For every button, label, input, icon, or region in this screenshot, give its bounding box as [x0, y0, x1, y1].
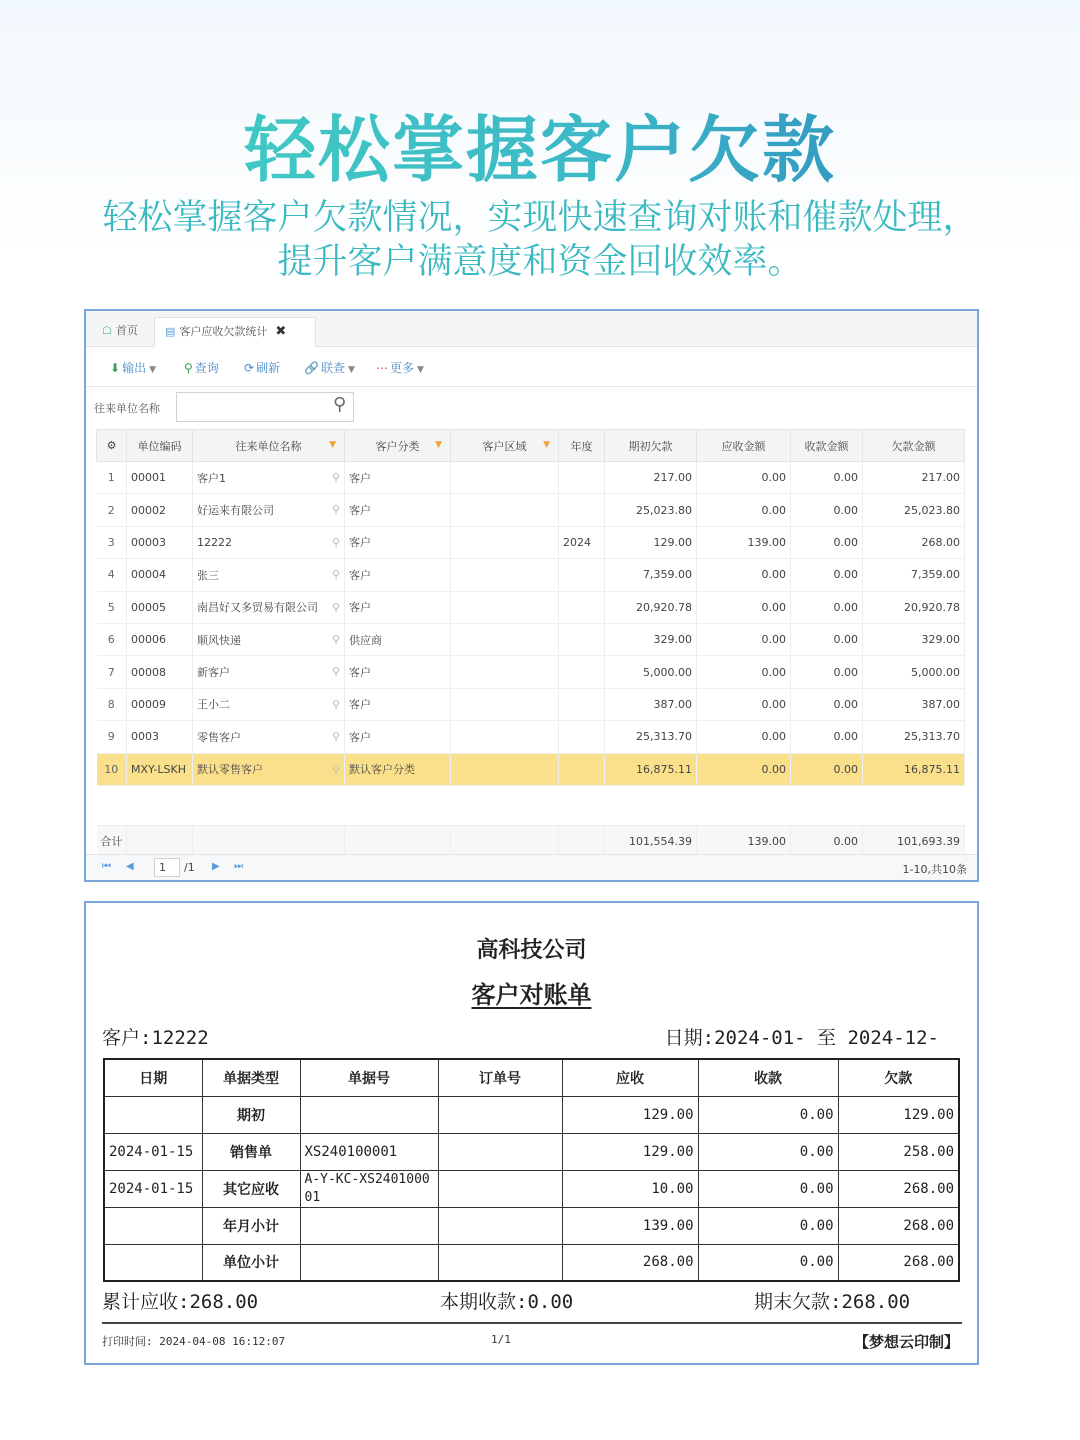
summary-empty: [345, 825, 451, 857]
lookup-icon[interactable]: ⚲: [331, 665, 340, 679]
st-cell-owed: 268.00: [838, 1244, 959, 1281]
summary-label: 合计: [97, 825, 127, 857]
hero-title: 轻松掌握客户欠款: [0, 92, 1080, 196]
st-cell-doc: [300, 1096, 438, 1133]
summary-received: 0.00: [791, 825, 863, 857]
cell-year: [559, 623, 605, 655]
col-opening[interactable]: 期初欠款: [605, 430, 697, 462]
table-icon: ▤: [165, 325, 176, 338]
lookup-icon[interactable]: ⚲: [331, 632, 340, 646]
cell-region: [451, 688, 559, 720]
close-icon[interactable]: ✖: [275, 324, 287, 339]
print-time: 打印时间: 2024-04-08 16:12:07: [102, 1335, 286, 1348]
cell-name[interactable]: [193, 494, 345, 526]
summary-opening: 101,554.39: [605, 825, 697, 857]
cell-name[interactable]: [193, 656, 345, 688]
st-cell-order: [438, 1133, 562, 1170]
cell-opening: 387.00: [605, 688, 697, 720]
cell-received: 0.00: [791, 591, 863, 623]
cell-code: 00008: [127, 656, 193, 688]
cell-region: [451, 721, 559, 753]
col-owed[interactable]: 欠款金额: [863, 430, 965, 462]
st-cell-received: 0.00: [698, 1133, 838, 1170]
st-col-doc: 单据号: [300, 1059, 438, 1096]
cell-code: 0003: [127, 721, 193, 753]
st-cell-type: 期初: [202, 1096, 300, 1133]
cell-code: 00005: [127, 591, 193, 623]
cumulative-receivable: 累计应收:268.00: [102, 1291, 259, 1313]
cell-year: 2024: [559, 526, 605, 558]
cell-owed: 20,920.78: [863, 591, 965, 623]
st-cell-doc: XS240100001: [300, 1133, 438, 1170]
st-cell-receivable: 10.00: [562, 1170, 698, 1207]
cell-owed: 387.00: [863, 688, 965, 720]
st-cell-receivable: 129.00: [562, 1133, 698, 1170]
lookup-icon[interactable]: ⚲: [331, 762, 340, 776]
table-row[interactable]: [97, 656, 965, 688]
st-cell-date: 2024-01-15: [104, 1133, 202, 1170]
st-cell-date: [104, 1096, 202, 1133]
prev-page-icon[interactable]: ◀: [126, 861, 134, 872]
cell-receivable: 0.00: [697, 591, 791, 623]
cell-receivable: 0.00: [697, 623, 791, 655]
statement-header: [104, 1059, 959, 1096]
company-name: 高科技公司: [476, 937, 587, 963]
cell-idx: 9: [97, 721, 127, 753]
cell-name[interactable]: [193, 753, 345, 785]
st-cell-order: [438, 1207, 562, 1244]
table-row[interactable]: [97, 462, 965, 494]
statement-table: [103, 1058, 960, 1282]
lookup-icon[interactable]: ⚲: [331, 535, 340, 549]
col-name[interactable]: 往来单位名称 ▼: [193, 430, 345, 462]
cell-receivable: 0.00: [697, 688, 791, 720]
cell-idx: 4: [97, 559, 127, 591]
hero-subtitle-line2: 提升客户满意度和资金回收效率。: [277, 242, 803, 282]
chevron-down-icon: ▼: [347, 365, 355, 375]
cell-cat: 客户: [345, 721, 451, 753]
statement-document: [84, 901, 979, 1365]
download-icon: ⬇: [110, 361, 121, 375]
cell-name[interactable]: [193, 462, 345, 494]
export-label: 输出: [122, 361, 147, 375]
st-col-date: 日期: [104, 1059, 202, 1096]
cell-cat: 供应商: [345, 623, 451, 655]
customer-name: 顺风快递: [197, 633, 241, 647]
st-cell-doc: [300, 1244, 438, 1281]
more-label: 更多: [390, 361, 415, 375]
page-total: /1: [184, 861, 195, 874]
cell-year: [559, 494, 605, 526]
st-cell-received: 0.00: [698, 1244, 838, 1281]
cell-owed: 217.00: [863, 462, 965, 494]
lookup-icon[interactable]: ⚲: [331, 600, 340, 614]
customer-name: 零售客户: [197, 730, 241, 744]
st-col-type: 单据类型: [202, 1059, 300, 1096]
cell-opening: 7,359.00: [605, 559, 697, 591]
period-received: 本期收款:0.00: [440, 1291, 574, 1313]
link-icon: 🔗: [304, 361, 319, 375]
filter-icon[interactable]: ▼: [329, 440, 336, 450]
cell-received: 0.00: [791, 623, 863, 655]
cell-received: 0.00: [791, 721, 863, 753]
cell-code: 00003: [127, 526, 193, 558]
cell-received: 0.00: [791, 656, 863, 688]
col-receivable[interactable]: 应收金额: [697, 430, 791, 462]
cell-opening: 217.00: [605, 462, 697, 494]
query-label: 查询: [194, 361, 219, 375]
st-col-order: 订单号: [438, 1059, 562, 1096]
customer-name: 王小二: [197, 698, 230, 712]
lookup-icon[interactable]: ⚲: [331, 471, 340, 484]
st-cell-received: 0.00: [698, 1170, 838, 1207]
brand-stamp: 【梦想云印制】: [853, 1333, 959, 1351]
st-cell-order: [438, 1170, 562, 1207]
cell-owed: 5,000.00: [863, 656, 965, 688]
cell-code: 00001: [127, 462, 193, 494]
next-page-icon[interactable]: ▶: [212, 861, 220, 872]
st-cell-type: 单位小计: [202, 1244, 300, 1281]
refresh-icon: ⟳: [244, 361, 255, 375]
st-cell-type: 其它应收: [202, 1170, 300, 1207]
cell-cat: 客户: [345, 494, 451, 526]
st-cell-date: [104, 1244, 202, 1281]
cell-owed: 16,875.11: [863, 753, 965, 785]
tab-home[interactable]: [92, 317, 148, 347]
cell-region: [451, 623, 559, 655]
divider: [102, 1322, 962, 1324]
cell-year: [559, 753, 605, 785]
ending-owed: 期末欠款:268.00: [754, 1291, 911, 1313]
cell-owed: 25,313.70: [863, 721, 965, 753]
customer-name: 默认零售客户: [197, 763, 263, 777]
cell-region: [451, 656, 559, 688]
cell-name[interactable]: [193, 559, 345, 591]
cell-region: [451, 494, 559, 526]
summary-empty: [127, 825, 193, 857]
cell-cat: 客户: [345, 462, 451, 494]
cell-region: [451, 753, 559, 785]
cell-region: [451, 591, 559, 623]
cell-year: [559, 688, 605, 720]
filter-icon[interactable]: ▼: [435, 440, 442, 450]
linked-label: 联查: [320, 361, 345, 375]
search-row: [86, 387, 977, 429]
customer-name: 张三: [197, 568, 219, 582]
cell-opening: 5,000.00: [605, 656, 697, 688]
statement-row: [104, 1244, 959, 1281]
cell-opening: 25,313.70: [605, 721, 697, 753]
page-number-input[interactable]: 1: [154, 858, 180, 877]
st-cell-receivable: 129.00: [562, 1096, 698, 1133]
cell-year: [559, 721, 605, 753]
cell-year: [559, 656, 605, 688]
statement-title: 客户对账单: [471, 980, 592, 1009]
st-cell-received: 0.00: [698, 1207, 838, 1244]
cell-opening: 129.00: [605, 526, 697, 558]
hero-subtitle-line1: 轻松掌握客户欠款情况，实现快速查询对账和催款处理，: [102, 198, 978, 238]
cell-code: 00002: [127, 494, 193, 526]
cell-opening: 329.00: [605, 623, 697, 655]
cell-year: [559, 559, 605, 591]
receivables-table: [96, 429, 965, 858]
summary-row: [97, 825, 965, 857]
cell-name[interactable]: [193, 591, 345, 623]
summary-empty: [451, 825, 559, 857]
statement-row: [104, 1133, 959, 1170]
cell-received: 0.00: [791, 688, 863, 720]
filter-icon[interactable]: ▼: [543, 440, 550, 450]
summary-empty: [193, 825, 345, 857]
lookup-icon[interactable]: ⚲: [331, 503, 340, 517]
cell-name[interactable]: [193, 721, 345, 753]
tab-home-label: 首页: [115, 324, 138, 337]
cell-owed: 329.00: [863, 623, 965, 655]
cell-code: 00006: [127, 623, 193, 655]
statement-row: [104, 1096, 959, 1133]
ellipsis-icon: ⋯: [376, 361, 388, 375]
st-col-receivable: 应收: [562, 1059, 698, 1096]
tab-bar: [86, 311, 977, 347]
search-icon: ⚲: [184, 361, 193, 375]
cell-received: 0.00: [791, 559, 863, 591]
chevron-down-icon: ▼: [149, 365, 156, 375]
st-cell-received: 0.00: [698, 1096, 838, 1133]
cell-code: 00004: [127, 559, 193, 591]
linked-query-button[interactable]: [304, 359, 355, 376]
cell-receivable: 0.00: [697, 462, 791, 494]
st-cell-owed: 268.00: [838, 1170, 959, 1207]
cell-region: [451, 462, 559, 494]
tab-receivables-stats[interactable]: [154, 317, 316, 347]
cell-owed: 7,359.00: [863, 559, 965, 591]
cell-received: 0.00: [791, 494, 863, 526]
pagination: [86, 854, 977, 880]
export-button[interactable]: [110, 359, 156, 376]
page-info: 1-10,共10条: [902, 863, 967, 876]
customer-name: 12222: [197, 535, 232, 549]
st-cell-doc: [300, 1207, 438, 1244]
refresh-button[interactable]: [244, 359, 280, 376]
page-indicator: 1/1: [491, 1333, 511, 1346]
col-region[interactable]: 客户区域 ▼: [451, 430, 559, 462]
search-label: 往来单位名称: [94, 402, 160, 415]
customer-value: 12222: [151, 1027, 209, 1049]
st-cell-owed: 129.00: [838, 1096, 959, 1133]
st-cell-receivable: 268.00: [562, 1244, 698, 1281]
st-cell-type: 销售单: [202, 1133, 300, 1170]
statement-row: [104, 1170, 959, 1207]
st-col-received: 收款: [698, 1059, 838, 1096]
cell-opening: 20,920.78: [605, 591, 697, 623]
cell-cat: 客户: [345, 591, 451, 623]
cell-received: 0.00: [791, 462, 863, 494]
cell-idx: 7: [97, 656, 127, 688]
table-row[interactable]: [97, 721, 965, 753]
cell-cat: 客户: [345, 526, 451, 558]
st-cell-date: [104, 1207, 202, 1244]
chevron-down-icon: ▼: [417, 365, 424, 375]
st-col-owed: 欠款: [838, 1059, 959, 1096]
st-cell-date: 2024-01-15: [104, 1170, 202, 1207]
cell-idx: 10: [97, 753, 127, 785]
table-row[interactable]: [97, 591, 965, 623]
table-row[interactable]: [97, 494, 965, 526]
cell-receivable: 0.00: [697, 721, 791, 753]
cell-cat: 客户: [345, 656, 451, 688]
st-cell-owed: 268.00: [838, 1207, 959, 1244]
cell-idx: 8: [97, 688, 127, 720]
cell-idx: 6: [97, 623, 127, 655]
summary-receivable: 139.00: [697, 825, 791, 857]
lookup-icon[interactable]: ⚲: [331, 730, 340, 744]
table-row[interactable]: [97, 526, 965, 558]
cell-name[interactable]: [193, 623, 345, 655]
table-row[interactable]: [97, 559, 965, 591]
last-page-icon[interactable]: ⏭: [234, 861, 243, 872]
st-cell-order: [438, 1244, 562, 1281]
st-cell-order: [438, 1096, 562, 1133]
cell-receivable: 0.00: [697, 656, 791, 688]
col-received[interactable]: 收款金额: [791, 430, 863, 462]
customer-line: 客户:12222: [102, 1027, 209, 1049]
cell-received: 0.00: [791, 526, 863, 558]
first-page-icon[interactable]: ⏮: [102, 861, 111, 872]
date-line: 日期:2024-01- 至 2024-12-: [664, 1027, 939, 1049]
cell-year: [559, 462, 605, 494]
more-button[interactable]: [376, 359, 424, 376]
st-cell-type: 年月小计: [202, 1207, 300, 1244]
settings-icon[interactable]: ⚙: [97, 430, 127, 462]
query-button[interactable]: [184, 359, 219, 376]
col-category[interactable]: 客户分类 ▼: [345, 430, 451, 462]
summary-empty: [559, 825, 605, 857]
cell-opening: 25,023.80: [605, 494, 697, 526]
customer-name: 好运来有限公司: [197, 504, 274, 518]
lookup-icon[interactable]: ⚲: [331, 568, 340, 582]
cell-opening: 16,875.11: [605, 753, 697, 785]
cell-cat: 默认客户分类: [345, 753, 451, 785]
cell-receivable: 0.00: [697, 559, 791, 591]
home-icon: ☖: [102, 324, 112, 337]
cell-name[interactable]: [193, 526, 345, 558]
table-header: [97, 430, 965, 462]
st-cell-owed: 258.00: [838, 1133, 959, 1170]
date-range: 2024-01- 至 2024-12-: [714, 1027, 939, 1049]
refresh-label: 刷新: [256, 361, 281, 375]
table-row[interactable]: [97, 623, 965, 655]
cell-received: 0.00: [791, 753, 863, 785]
cell-receivable: 0.00: [697, 753, 791, 785]
cell-region: [451, 526, 559, 558]
statement-row: [104, 1207, 959, 1244]
search-icon[interactable]: ⚲: [333, 394, 347, 415]
cell-owed: 268.00: [863, 526, 965, 558]
cell-cat: 客户: [345, 559, 451, 591]
cell-receivable: 0.00: [697, 494, 791, 526]
summary-owed: 101,693.39: [863, 825, 965, 857]
table-row[interactable]: [97, 753, 965, 785]
lookup-icon[interactable]: ⚲: [331, 697, 340, 711]
customer-name: 客户1: [197, 471, 226, 485]
st-cell-doc: A-Y-KC-XS240100001: [300, 1170, 438, 1207]
customer-name: 新客户: [197, 666, 230, 680]
cell-idx: 1: [97, 462, 127, 494]
col-code[interactable]: 单位编码: [127, 430, 193, 462]
cell-name[interactable]: [193, 688, 345, 720]
cell-owed: 25,023.80: [863, 494, 965, 526]
cell-receivable: 139.00: [697, 526, 791, 558]
cell-cat: 客户: [345, 688, 451, 720]
tab-receivables-label: 客户应收欠款统计: [179, 325, 268, 338]
cell-code: 00009: [127, 688, 193, 720]
empty-row: [97, 785, 965, 825]
app-window: [84, 309, 979, 882]
col-year[interactable]: 年度: [559, 430, 605, 462]
toolbar: [86, 347, 977, 387]
table-row[interactable]: [97, 688, 965, 720]
cell-idx: 2: [97, 494, 127, 526]
st-cell-receivable: 139.00: [562, 1207, 698, 1244]
customer-name: 南昌好又多贸易有限公司: [197, 601, 318, 615]
partner-name-input[interactable]: [176, 392, 354, 422]
cell-region: [451, 559, 559, 591]
cell-idx: 5: [97, 591, 127, 623]
cell-year: [559, 591, 605, 623]
cell-code: MXY-LSKH: [127, 753, 193, 785]
cell-idx: 3: [97, 526, 127, 558]
